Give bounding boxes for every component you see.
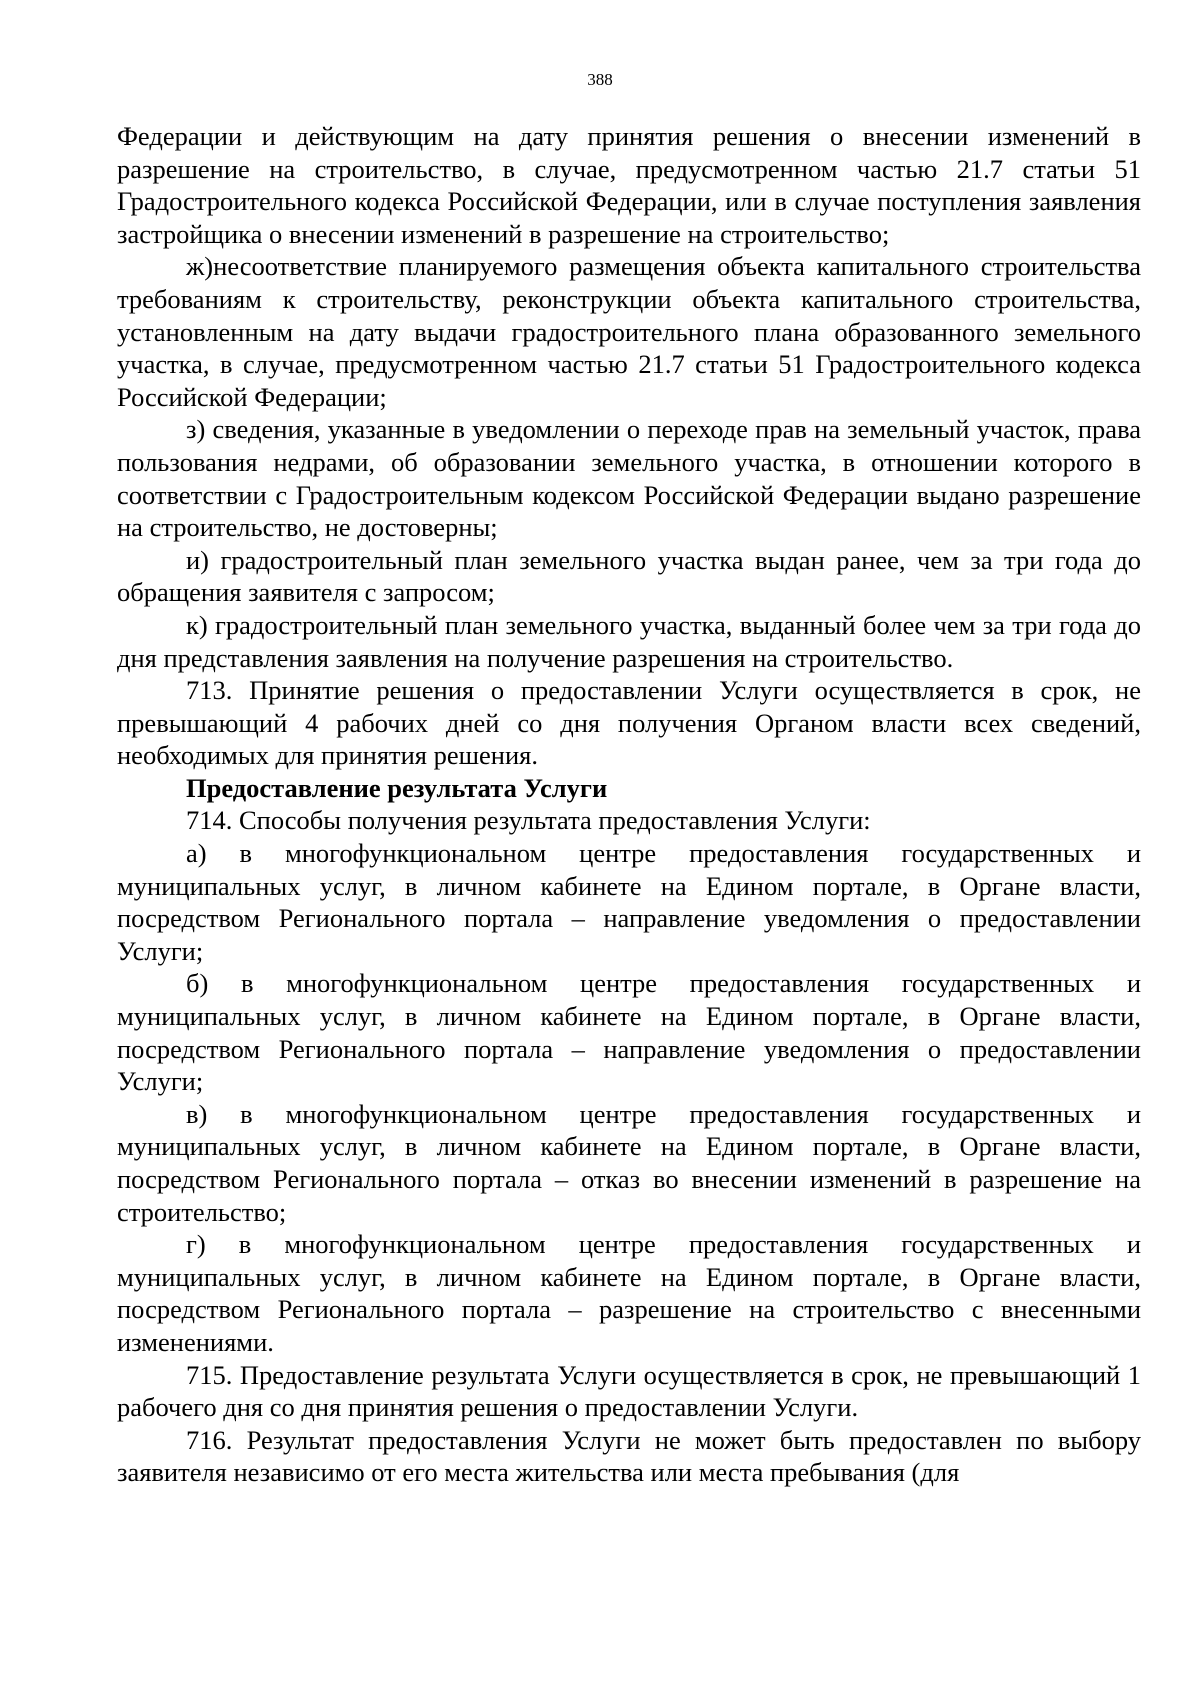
paragraph-713: 713. Принятие решения о предоставлении Услуги осуществляется в срок, не превышающий 4 рабочих дней со дня получения Органом власти всех сведений, необходимых для принятия решения.	[117, 675, 1141, 771]
paragraph-item-b: б) в многофункциональном центре предоставления государственных и муниципальных услуг, в личном кабинете на Едином портале, в Органе власти, посредством Регионального портала – направление уведомления о предоставлении Услуги;	[117, 968, 1141, 1097]
paragraph-item-v: в) в многофункциональном центре предоставления государственных и муниципальных услуг, в личном кабинете на Едином портале, в Органе власти, посредством Регионального портала – отказ во внесении изменений в разрешение на строительство;	[117, 1098, 1141, 1227]
paragraph-item-z: з) сведения, указанные в уведомлении о переходе прав на земельный участок, права пользования недрами, об образовании земельного участка, в отношении которого в соответствии с Градостроительным кодексом Российской Федерации выдано разрешение на строительство, не достоверны;	[117, 414, 1141, 543]
paragraph-714: 714. Способы получения результата предоставления Услуги:	[186, 805, 871, 836]
paragraph-item-i: и) градостроительный план земельного участка выдан ранее, чем за три года до обращения заявителя с запросом;	[117, 544, 1141, 608]
paragraph-item-k: к) градостроительный план земельного участка, выданный более чем за три года до дня представления заявления на получение разрешения на строительство.	[117, 609, 1141, 673]
paragraph-item-zh: ж)несоответствие планируемого размещения объекта капитального строительства требованиям к строительству, реконструкции объекта капитального строительства, установленным на дату выдачи градостроительного плана образованного земельного участка, в случае, предусмотренном частью 21.7 статьи 51 Градостроительного кодекса Российской Федерации;	[117, 251, 1141, 412]
section-heading: Предоставление результата Услуги	[186, 772, 608, 803]
paragraph-item-a: а) в многофункциональном центре предоставления государственных и муниципальных услуг, в личном кабинете на Едином портале, в Органе власти, посредством Регионального портала – направление уведомления о предоставлении Услуги;	[117, 838, 1141, 966]
document-body	[117, 120, 1141, 1489]
paragraph-716: 716. Результат предоставления Услуги не может быть предоставлен по выбору заявителя независимо от его места жительства или места пребывания (для	[117, 1424, 1141, 1488]
paragraph-item-g: г) в многофункциональном центре предоставления государственных и муниципальных услуг, в личном кабинете на Едином портале, в Органе власти, посредством Регионального портала – разрешение на строительство с внесенными изменениями.	[117, 1229, 1141, 1357]
paragraph-715: 715. Предоставление результата Услуги осуществляется в срок, не превышающий 1 рабочего дня со дня принятия решения о предоставлении Услуги.	[117, 1359, 1141, 1423]
page-number: 388	[587, 70, 613, 89]
paragraph-continuation: Федерации и действующим на дату принятия решения о внесении изменений в разрешение на строительство, в случае, предусмотренном частью 21.7 статьи 51 Градостроительного кодекса Российской Федерации, или в случае поступления заявления застройщика о внесении изменений в разрешение на строительство;	[117, 121, 1141, 249]
